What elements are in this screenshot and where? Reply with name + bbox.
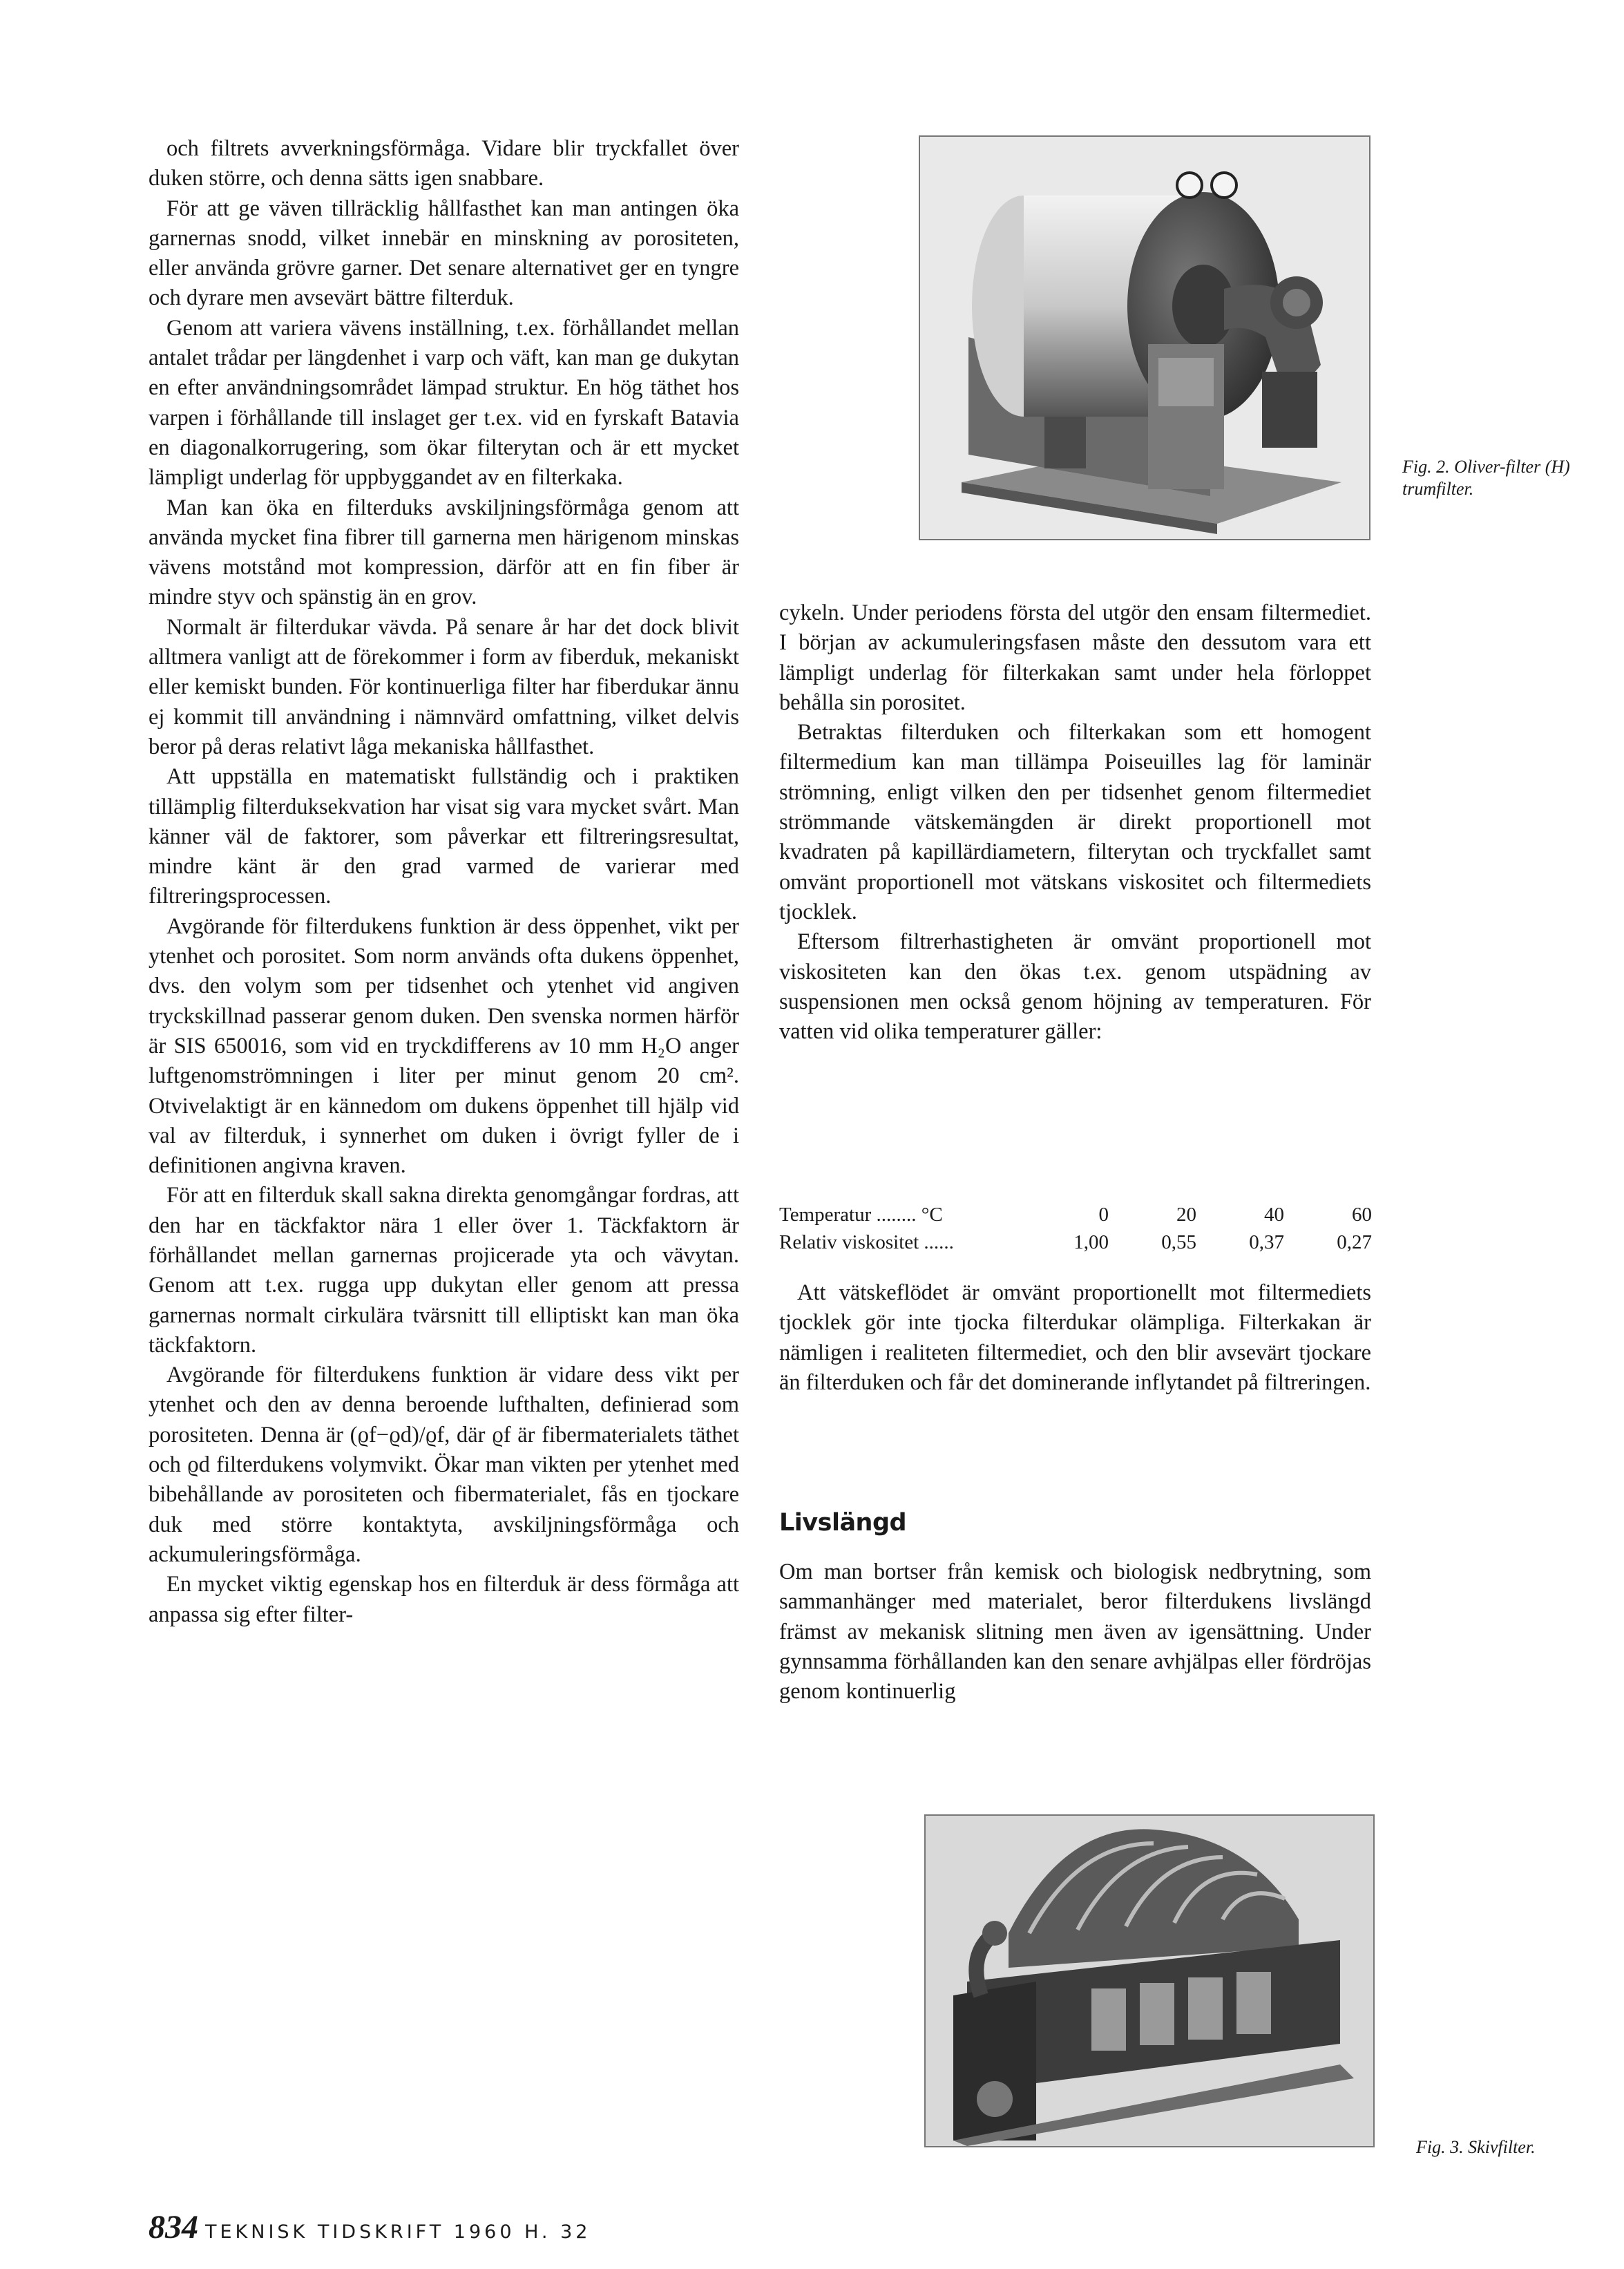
body-paragraph: Om man bortser från kemisk och biologisk nedbrytning, som sammanhänger med materialet, beror filterdukens livslängd främst av mekanisk slitning men även av igensättning. Under gynnsamma förhållanden kan den senare avhjälpas eller fördröjas genom kontinuerlig (779, 1559, 1371, 1705)
body-paragraph: En mycket viktig egenskap hos en filterduk är dess förmåga att anpassa sig efter filter- (149, 1572, 739, 1627)
body-paragraph-continued: cykeln. Under periodens första del utgör den ensam filtermediet. I början av ackumuleringsfasen måste den dessutom vara ett lämpligt underlag för filterkakan samt under hela förloppet behålla sin porositet. (779, 600, 1371, 715)
table-row-label: Temperatur ........ °C (779, 1204, 943, 1226)
body-paragraph: Normalt är filterdukar vävda. På senare år har det dock blivit alltmera vanligt att de förekommer i form av fiberduk, mekaniskt eller kemiskt bunden. För kontinuerliga filter har fiberdukar ännu ej kommit till användning i nämnvärd omfattning, vilket delvis beror på deras relativt låga mekaniska hållfasthet. (149, 614, 739, 759)
left-column (149, 134, 739, 1630)
body-paragraph: För att en filterduk skall sakna direkta genomgångar fordras, att den har en täckfaktor nära 1 eller över 1. Täckfaktorn är förhållandet mellan garnernas projicerade yta och vävytan. Genom att t.ex. rugga upp dukytan eller genom att pressa garnernas normalt cirkulära tvärsnitt till elliptiskt kan man öka täckfaktorn. (149, 1183, 739, 1358)
table-cell: 0,55 (1161, 1231, 1196, 1253)
body-paragraph: Eftersom filtrerhastigheten är omvänt proportionell mot viskositeten kan den ökas t.ex. genom utspädning av suspensionen men också genom höjning av temperaturen. För vatten vid olika temperaturer gäller: (779, 929, 1371, 1045)
page-number: 834 (149, 2209, 198, 2246)
body-paragraph: Man kan öka en filterduks avskiljningsförmåga genom att använda mycket fina fibrer till garnerna men härigenom minskas vävens motstånd mot kompression, därför att en fin fiber är mindre styv och spänstig än en grov. (149, 495, 739, 610)
table-cell: 0,27 (1337, 1231, 1372, 1253)
right-column-upper (779, 598, 1371, 1047)
right-column-lower (779, 1557, 1371, 1707)
figure-3-caption: Fig. 3. Skivfilter. (1416, 2137, 1536, 2157)
table-cell: 20 (1176, 1204, 1196, 1226)
body-paragraph: För att ge väven tillräcklig hållfasthet kan man antingen öka garnernas snodd, vilket innebär en minskning av porositeten, eller använda grövre garner. Det senare alternativet ger en tyngre och dyrare men avsevärt bättre filterduk. (149, 196, 739, 311)
figure-2-caption: Fig. 2. Oliver-filter (H) trumfilter. (1402, 457, 1570, 499)
figure-2-photo (919, 135, 1370, 540)
right-column-middle (779, 1278, 1371, 1398)
table-cell: 0,37 (1249, 1231, 1284, 1253)
figure-3-photo (924, 1814, 1375, 2147)
body-paragraph: Att uppställa en matematiskt fullständig och i praktiken tillämplig filterduksekvation har visat sig vara mycket svårt. Man känner väl de faktorer, som påverkar ett filtreringsresultat, mindre känt är den grad varmed de varierar med filtreringsprocessen. (149, 764, 739, 909)
table-row-temperature (779, 1201, 1372, 1228)
table-row-label: Relativ viskositet ...... (779, 1231, 954, 1253)
body-paragraph: Genom att variera vävens inställning, t.ex. förhållandet mellan antalet trådar per längdenhet i varp och väft, kan man ge dukytan en efter användningsområdet lämpad struktur. En hög täthet hos varpen i förhållande till inslaget ger t.ex. vid en fyrskaft Batavia en diagonalkorrugering, som ökar filterytan och är ett mycket lämpligt underlag för uppbyggandet av en filterkaka. (149, 315, 739, 491)
table-cell: 0 (1098, 1204, 1109, 1226)
table-cell: 1,00 (1073, 1231, 1109, 1253)
body-paragraph: Avgörande för filterdukens funktion är dess öppenhet, vikt per ytenhet och porositet. Som norm används ofta dukens öppenhet, dvs. den volym som per tidsenhet och ytenhet vid angiven tryckskillnad passerar genom duken. Den svenska normen härför är SIS 650016, som vid en tryckdifferens av 10 mm H₂O anger luftgenomströmningen i liter per minut genom 20 cm². Otvivelaktigt är en kännedom om dukens öppenhet till hjälp vid val av filterduk, i synnerhet om duken i övrigt fyller de i definitionen angivna kraven. (149, 913, 739, 1179)
drum-filter-illustration (920, 137, 1369, 539)
disc-filter-illustration (926, 1816, 1373, 2146)
page-footer (149, 2208, 591, 2246)
table-cell: 40 (1264, 1204, 1284, 1226)
table-cell: 60 (1352, 1204, 1372, 1226)
viscosity-table (779, 1201, 1372, 1256)
body-paragraph: Betraktas filterduken och filterkakan som ett homogent filtermedium kan man tillämpa Poiseuilles lag för laminär strömning, enligt vilken den per tidsenhet genom filtermediet strömmande vätskemängden är direkt proportionell mot kvadraten på kapillärdiametern, filterytan och tryckfallet samt omvänt proportionell mot vätskans viskositet och filtermediets tjocklek. (779, 720, 1371, 924)
body-paragraph: och filtrets avverkningsförmåga. Vidare blir tryckfallet över duken större, och denna sätts igen snabbare. (149, 136, 739, 191)
publication-name: TEKNISK TIDSKRIFT 1960 H. 32 (205, 2221, 591, 2243)
body-paragraph: Att vätskeflödet är omvänt proportionellt mot filtermediets tjocklek gör inte tjocka filterdukar olämpliga. Filterkakan är nämligen i realiteten filtermediet, och den blir avsevärt tjockare än filterduken och får det dominerande inflytandet på filtreringen. (779, 1280, 1371, 1395)
table-row-viscosity (779, 1228, 1372, 1256)
body-paragraph: Avgörande för filterdukens funktion är vidare dess vikt per ytenhet och den av denna beroende lufthalten, definierad som porositeten. Denna är (ϱf−ϱd)/ϱf, där ϱf är fibermaterialets täthet och ϱd filterdukens volymvikt. Ökar man vikten per ytenhet med bibehållande av porositeten och fibermaterialet, fås en tjockare duk med större kontaktyta, avskiljningsförmåga och ackumuleringsförmåga. (149, 1363, 739, 1567)
section-heading: Livslängd (779, 1509, 907, 1537)
